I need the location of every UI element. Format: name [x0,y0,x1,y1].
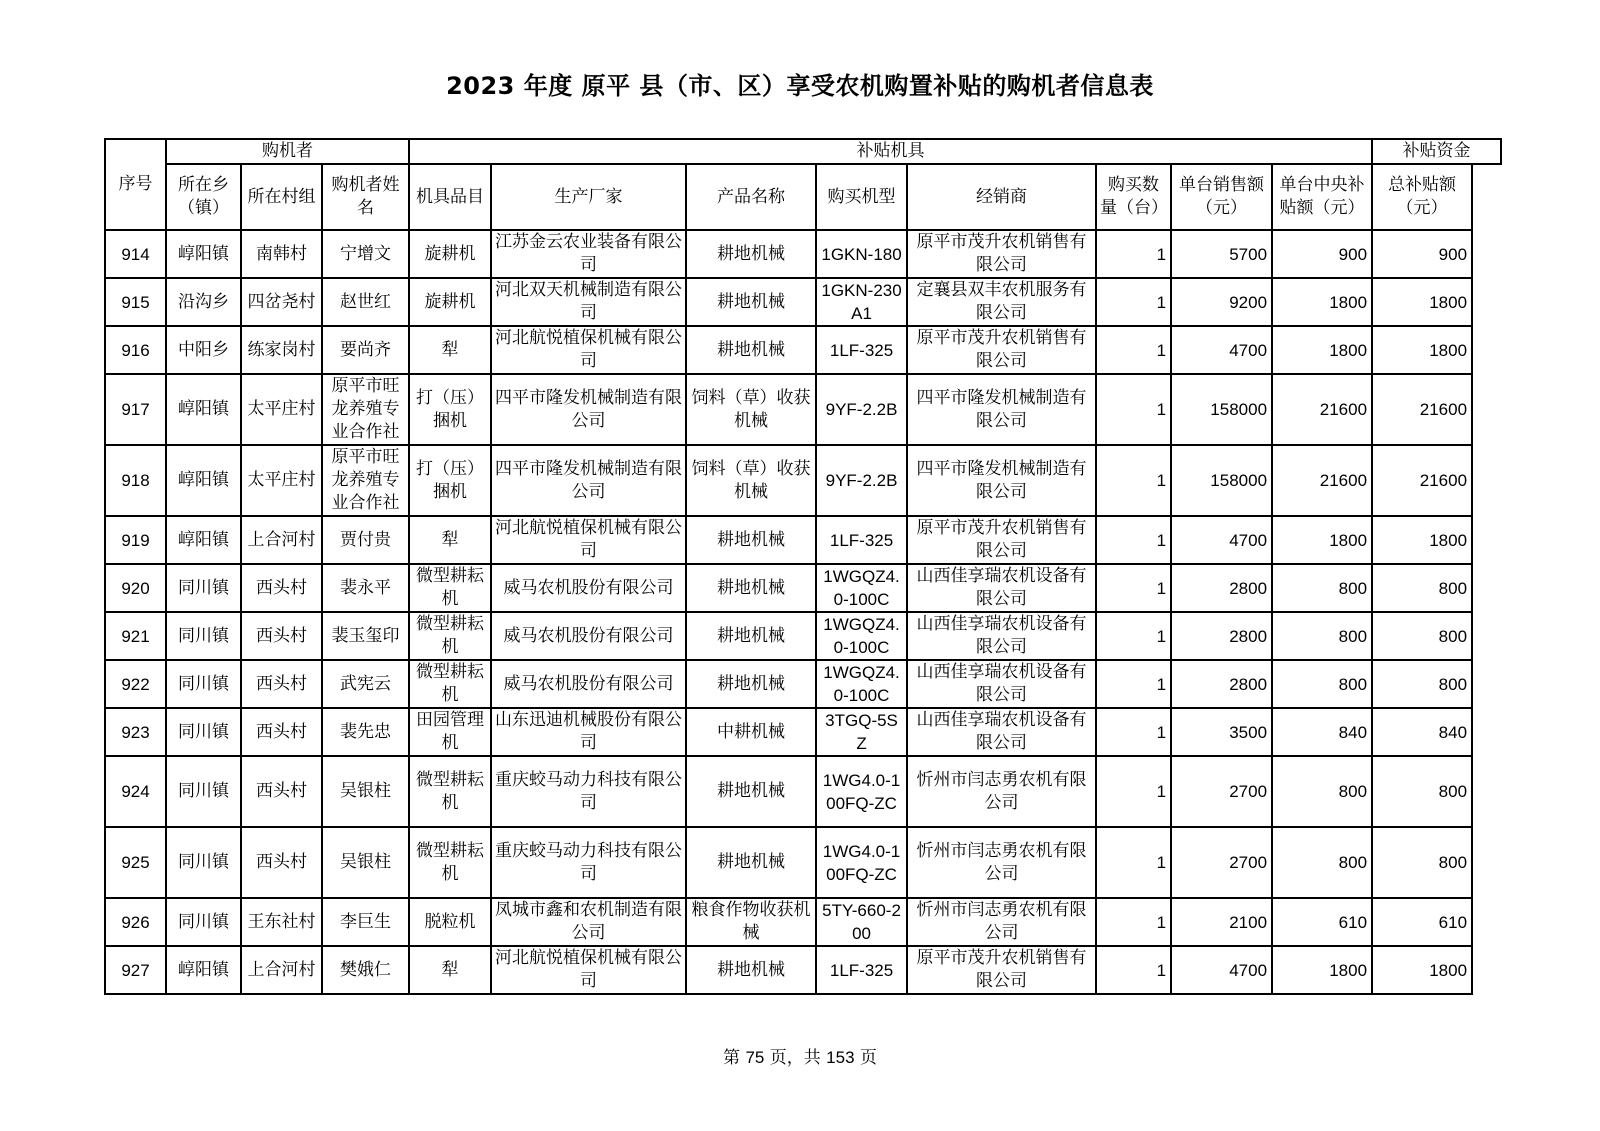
table-row [105,612,1501,660]
cell-price: 2800 [1171,660,1272,708]
cell-model: 1LF-325 [816,516,907,564]
cell-town: 崞阳镇 [166,946,241,994]
cell-total: 800 [1372,756,1472,827]
cell-dealer: 山西佳享瑞农机设备有限公司 [907,660,1096,708]
cell-town: 崞阳镇 [166,516,241,564]
cell-village: 太平庄村 [241,445,322,516]
cell-maker: 河北航悦植保机械有限公司 [491,516,686,564]
table-row [105,660,1501,708]
cell-seq: 916 [105,326,166,374]
cell-central: 900 [1272,230,1372,278]
cell-central: 800 [1272,564,1372,612]
cell-model: 1WG4.0-100FQ-ZC [816,827,907,898]
cell-maker: 河北双天机械制造有限公司 [491,278,686,326]
cell-maker: 凤城市鑫和农机制造有限公司 [491,898,686,946]
cell-total: 610 [1372,898,1472,946]
cell-total: 1800 [1372,326,1472,374]
cell-product: 耕地机械 [686,660,816,708]
cell-qty: 1 [1096,660,1171,708]
cell-seq: 919 [105,516,166,564]
cell-category: 旋耕机 [409,278,491,326]
cell-maker: 四平市隆发机械制造有限公司 [491,445,686,516]
table-row [105,756,1501,827]
cell-product: 耕地机械 [686,326,816,374]
table-row [105,326,1501,374]
cell-seq: 924 [105,756,166,827]
header-total: 总补贴额（元） [1372,164,1472,230]
header-dealer: 经销商 [907,164,1096,230]
cell-town: 同川镇 [166,898,241,946]
cell-name: 原平市旺龙养殖专业合作社 [322,445,409,516]
cell-total: 800 [1372,827,1472,898]
cell-village: 西头村 [241,564,322,612]
cell-dealer: 忻州市闫志勇农机有限公司 [907,756,1096,827]
cell-name: 吴银柱 [322,827,409,898]
cell-name: 裴先忠 [322,708,409,756]
cell-maker: 山东迅迪机械股份有限公司 [491,708,686,756]
header-maker: 生产厂家 [491,164,686,230]
header-category: 机具品目 [409,164,491,230]
cell-maker: 威马农机股份有限公司 [491,564,686,612]
cell-name: 裴玉玺印 [322,612,409,660]
header-town: 所在乡（镇） [166,164,241,230]
cell-name: 原平市旺龙养殖专业合作社 [322,374,409,445]
cell-total: 21600 [1372,374,1472,445]
cell-name: 武宪云 [322,660,409,708]
cell-qty: 1 [1096,946,1171,994]
total-page-count: 153 [826,1048,855,1067]
cell-model: 9YF-2.2B [816,445,907,516]
cell-price: 2100 [1171,898,1272,946]
cell-town: 同川镇 [166,612,241,660]
cell-qty: 1 [1096,326,1171,374]
header-group-machine: 补贴机具 [409,139,1372,164]
cell-price: 5700 [1171,230,1272,278]
header-group-fund: 补贴资金 [1372,139,1501,164]
cell-price: 2800 [1171,564,1272,612]
cell-seq: 921 [105,612,166,660]
current-page-number: 75 [745,1048,765,1067]
cell-village: 西头村 [241,756,322,827]
cell-total: 1800 [1372,278,1472,326]
cell-central: 21600 [1272,445,1372,516]
cell-town: 同川镇 [166,564,241,612]
cell-seq: 914 [105,230,166,278]
header-model: 购买机型 [816,164,907,230]
cell-product: 耕地机械 [686,946,816,994]
cell-qty: 1 [1096,612,1171,660]
cell-central: 800 [1272,660,1372,708]
cell-village: 西头村 [241,708,322,756]
cell-maker: 威马农机股份有限公司 [491,660,686,708]
cell-central: 840 [1272,708,1372,756]
cell-name: 贾付贵 [322,516,409,564]
cell-qty: 1 [1096,230,1171,278]
cell-model: 3TGQ-5SZ [816,708,907,756]
cell-dealer: 山西佳享瑞农机设备有限公司 [907,708,1096,756]
cell-total: 900 [1372,230,1472,278]
cell-qty: 1 [1096,516,1171,564]
cell-total: 800 [1372,564,1472,612]
cell-town: 崞阳镇 [166,445,241,516]
cell-price: 158000 [1171,445,1272,516]
cell-dealer: 原平市茂升农机销售有限公司 [907,326,1096,374]
cell-category: 犁 [409,326,491,374]
cell-dealer: 山西佳享瑞农机设备有限公司 [907,612,1096,660]
cell-total: 800 [1372,660,1472,708]
table-row [105,445,1501,516]
cell-name: 裴永平 [322,564,409,612]
cell-maker: 江苏金云农业装备有限公司 [491,230,686,278]
cell-qty: 1 [1096,278,1171,326]
cell-qty: 1 [1096,564,1171,612]
table-row [105,708,1501,756]
cell-dealer: 原平市茂升农机销售有限公司 [907,230,1096,278]
header-seq: 序号 [105,139,166,230]
cell-price: 2700 [1171,827,1272,898]
cell-village: 南韩村 [241,230,322,278]
cell-qty: 1 [1096,827,1171,898]
cell-central: 610 [1272,898,1372,946]
cell-qty: 1 [1096,756,1171,827]
cell-seq: 917 [105,374,166,445]
cell-qty: 1 [1096,445,1171,516]
cell-qty: 1 [1096,708,1171,756]
cell-category: 微型耕耘机 [409,660,491,708]
cell-town: 同川镇 [166,827,241,898]
cell-dealer: 山西佳享瑞农机设备有限公司 [907,564,1096,612]
cell-seq: 920 [105,564,166,612]
cell-name: 吴银柱 [322,756,409,827]
table-row [105,374,1501,445]
cell-product: 耕地机械 [686,564,816,612]
cell-price: 4700 [1171,326,1272,374]
cell-maker: 威马农机股份有限公司 [491,612,686,660]
cell-dealer: 忻州市闫志勇农机有限公司 [907,898,1096,946]
cell-town: 同川镇 [166,708,241,756]
header-product: 产品名称 [686,164,816,230]
cell-category: 微型耕耘机 [409,564,491,612]
cell-product: 饲料（草）收获机械 [686,445,816,516]
cell-central: 1800 [1272,278,1372,326]
cell-central: 1800 [1272,326,1372,374]
cell-town: 同川镇 [166,660,241,708]
cell-category: 微型耕耘机 [409,612,491,660]
cell-product: 耕地机械 [686,516,816,564]
cell-product: 耕地机械 [686,278,816,326]
cell-dealer: 忻州市闫志勇农机有限公司 [907,827,1096,898]
cell-village: 上合河村 [241,946,322,994]
table-row [105,564,1501,612]
cell-product: 耕地机械 [686,827,816,898]
cell-category: 打（压）捆机 [409,374,491,445]
header-central: 单台中央补贴额（元） [1272,164,1372,230]
cell-maker: 重庆蛟马动力科技有限公司 [491,756,686,827]
cell-town: 崞阳镇 [166,230,241,278]
cell-seq: 918 [105,445,166,516]
footer-suffix: 页 [859,1048,877,1068]
table-row [105,230,1501,278]
cell-seq: 927 [105,946,166,994]
cell-name: 宁增文 [322,230,409,278]
cell-category: 打（压）捆机 [409,445,491,516]
cell-model: 1LF-325 [816,946,907,994]
cell-product: 中耕机械 [686,708,816,756]
cell-model: 1LF-325 [816,326,907,374]
cell-model: 1WGQZ4.0-100C [816,612,907,660]
cell-central: 1800 [1272,516,1372,564]
cell-qty: 1 [1096,374,1171,445]
cell-maker: 四平市隆发机械制造有限公司 [491,374,686,445]
cell-village: 西头村 [241,612,322,660]
header-price: 单台销售额（元） [1171,164,1272,230]
cell-dealer: 四平市隆发机械制造有限公司 [907,445,1096,516]
cell-category: 脱粒机 [409,898,491,946]
cell-village: 太平庄村 [241,374,322,445]
cell-maker: 河北航悦植保机械有限公司 [491,946,686,994]
cell-model: 1WGQZ4.0-100C [816,564,907,612]
cell-category: 旋耕机 [409,230,491,278]
cell-name: 樊娥仁 [322,946,409,994]
page-title: 2023 年度 原平 县（市、区）享受农机购置补贴的购机者信息表 [446,72,1154,100]
cell-town: 沿沟乡 [166,278,241,326]
cell-dealer: 四平市隆发机械制造有限公司 [907,374,1096,445]
table-row [105,946,1501,994]
header-group-buyer: 购机者 [166,139,409,164]
cell-seq: 925 [105,827,166,898]
cell-model: 9YF-2.2B [816,374,907,445]
cell-name: 赵世红 [322,278,409,326]
header-qty: 购买数量（台） [1096,164,1171,230]
cell-price: 4700 [1171,516,1272,564]
cell-model: 1GKN-230A1 [816,278,907,326]
cell-total: 1800 [1372,516,1472,564]
table-row [105,898,1501,946]
cell-village: 练家岗村 [241,326,322,374]
cell-category: 田园管理机 [409,708,491,756]
cell-category: 微型耕耘机 [409,756,491,827]
cell-product: 粮食作物收获机械 [686,898,816,946]
cell-price: 3500 [1171,708,1272,756]
cell-town: 同川镇 [166,756,241,827]
cell-category: 犁 [409,516,491,564]
cell-village: 四岔尧村 [241,278,322,326]
cell-maker: 河北航悦植保机械有限公司 [491,326,686,374]
table-row [105,278,1501,326]
cell-price: 2700 [1171,756,1272,827]
cell-name: 要尚齐 [322,326,409,374]
cell-model: 1GKN-180 [816,230,907,278]
cell-central: 800 [1272,827,1372,898]
cell-central: 800 [1272,756,1372,827]
cell-maker: 重庆蛟马动力科技有限公司 [491,827,686,898]
cell-price: 2800 [1171,612,1272,660]
cell-seq: 915 [105,278,166,326]
cell-dealer: 原平市茂升农机销售有限公司 [907,516,1096,564]
cell-seq: 923 [105,708,166,756]
cell-product: 耕地机械 [686,756,816,827]
cell-seq: 922 [105,660,166,708]
table-row [105,827,1501,898]
cell-village: 上合河村 [241,516,322,564]
cell-dealer: 原平市茂升农机销售有限公司 [907,946,1096,994]
cell-model: 5TY-660-200 [816,898,907,946]
cell-village: 王东社村 [241,898,322,946]
cell-model: 1WGQZ4.0-100C [816,660,907,708]
table-row [105,516,1501,564]
header-village: 所在村组 [241,164,322,230]
cell-product: 耕地机械 [686,612,816,660]
cell-qty: 1 [1096,898,1171,946]
cell-model: 1WG4.0-100FQ-ZC [816,756,907,827]
cell-category: 犁 [409,946,491,994]
cell-village: 西头村 [241,660,322,708]
cell-total: 1800 [1372,946,1472,994]
cell-town: 崞阳镇 [166,374,241,445]
footer-mid: 页，共 [769,1048,821,1068]
cell-price: 9200 [1171,278,1272,326]
cell-total: 800 [1372,612,1472,660]
cell-product: 饲料（草）收获机械 [686,374,816,445]
footer-prefix: 第 [723,1048,741,1068]
cell-category: 微型耕耘机 [409,827,491,898]
cell-dealer: 定襄县双丰农机服务有限公司 [907,278,1096,326]
cell-product: 耕地机械 [686,230,816,278]
cell-village: 西头村 [241,827,322,898]
cell-total: 21600 [1372,445,1472,516]
cell-total: 840 [1372,708,1472,756]
cell-seq: 926 [105,898,166,946]
cell-price: 4700 [1171,946,1272,994]
cell-central: 1800 [1272,946,1372,994]
page-footer [0,1043,1600,1068]
cell-name: 李巨生 [322,898,409,946]
cell-central: 21600 [1272,374,1372,445]
cell-town: 中阳乡 [166,326,241,374]
header-name: 购机者姓名 [322,164,409,230]
subsidy-table [104,138,1502,995]
cell-central: 800 [1272,612,1372,660]
cell-price: 158000 [1171,374,1272,445]
